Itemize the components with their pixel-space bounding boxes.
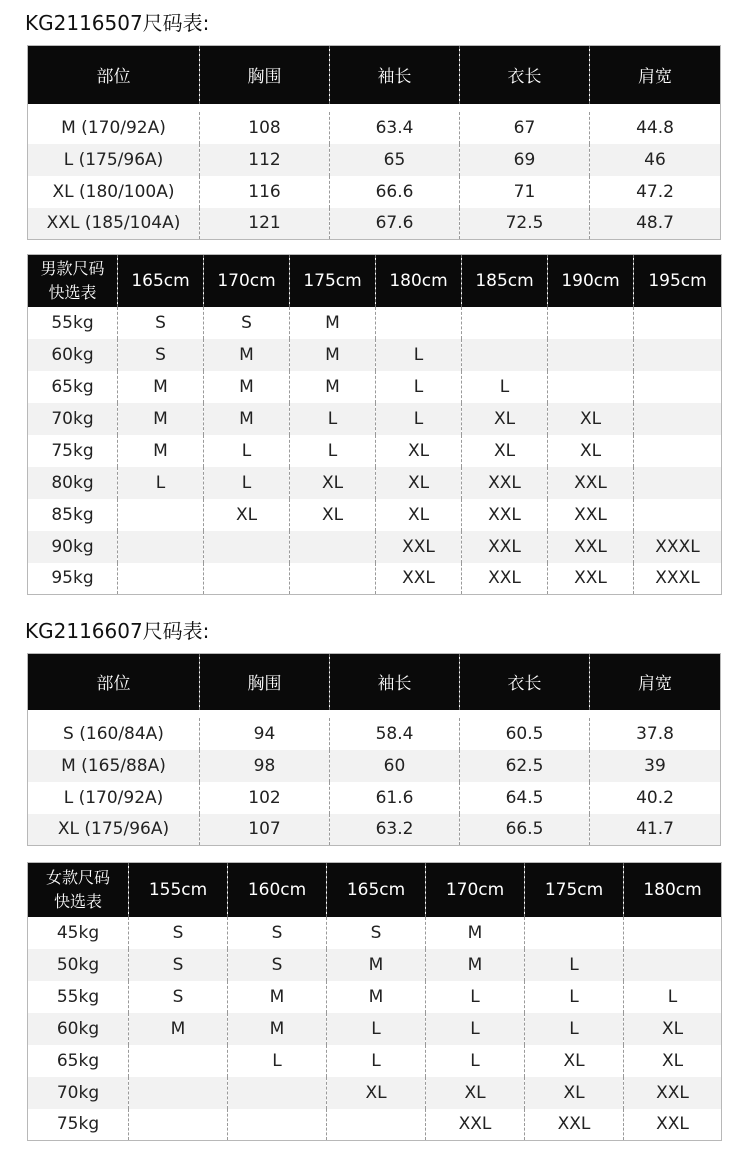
height-column-header: 175cm: [290, 255, 376, 307]
size-cell: [118, 499, 204, 531]
measurement-cell: 66.5: [460, 814, 590, 846]
table-row: [28, 339, 722, 371]
table-row: [28, 981, 722, 1013]
size-cell: [462, 307, 548, 339]
measurement-column-header: 肩宽: [590, 654, 721, 710]
mens-quick-size-table: [27, 254, 722, 595]
height-column-header: 185cm: [462, 255, 548, 307]
size-cell: M: [426, 917, 525, 949]
table-row: [28, 467, 722, 499]
size-cell: L: [426, 1045, 525, 1077]
weight-cell: 75kg: [28, 1109, 129, 1141]
measurement-cell: 67.6: [330, 208, 460, 240]
size-cell: M: [228, 981, 327, 1013]
measurement-cell: 112: [200, 144, 330, 176]
spec-table-kg2116607: [27, 653, 721, 846]
size-cell: S: [228, 917, 327, 949]
size-cell: L: [204, 467, 290, 499]
measurement-column-header: 衣长: [460, 654, 590, 710]
size-cell: S: [129, 981, 228, 1013]
measurement-column-header: 胸围: [200, 654, 330, 710]
table-row: [28, 144, 721, 176]
size-cell: S: [327, 917, 426, 949]
table-header-row: [28, 654, 721, 710]
size-cell: XXL: [525, 1109, 624, 1141]
size-cell: M: [228, 1013, 327, 1045]
size-cell: L: [327, 1013, 426, 1045]
size-cell: M: [327, 981, 426, 1013]
table-row: [28, 814, 721, 846]
size-cell: M: [118, 371, 204, 403]
size-cell: M: [290, 339, 376, 371]
size-cell: XL: [204, 499, 290, 531]
size-cell: XXL: [462, 467, 548, 499]
measurement-cell: 48.7: [590, 208, 721, 240]
height-column-header: 170cm: [426, 863, 525, 917]
size-cell: XXL: [376, 531, 462, 563]
size-cell: M: [118, 403, 204, 435]
size-cell: M: [204, 339, 290, 371]
size-cell: XXL: [462, 499, 548, 531]
size-cell: XL: [290, 499, 376, 531]
weight-cell: 50kg: [28, 949, 129, 981]
size-cell: XL: [624, 1013, 722, 1045]
weight-cell: 65kg: [28, 1045, 129, 1077]
measurement-cell: 60: [330, 750, 460, 782]
table-row: [28, 499, 722, 531]
size-cell: L: [228, 1045, 327, 1077]
size-cell: [634, 499, 722, 531]
size-cell: L: [376, 371, 462, 403]
size-cell: [118, 531, 204, 563]
measurement-cell: 94: [200, 718, 330, 750]
size-cell: XL: [525, 1077, 624, 1109]
size-cell: XL: [462, 435, 548, 467]
measurement-cell: 44.8: [590, 112, 721, 144]
weight-cell: 70kg: [28, 1077, 129, 1109]
measurement-cell: 98: [200, 750, 330, 782]
size-cell: S: [129, 917, 228, 949]
measurement-cell: 62.5: [460, 750, 590, 782]
table-row: [28, 1045, 722, 1077]
size-cell: XXXL: [634, 563, 722, 595]
size-cell: XXL: [548, 499, 634, 531]
table-row: [28, 112, 721, 144]
measurement-cell: 60.5: [460, 718, 590, 750]
height-column-header: 180cm: [376, 255, 462, 307]
size-cell: XXL: [376, 563, 462, 595]
quick-table-corner-label: [28, 863, 129, 917]
size-cell: XXL: [462, 531, 548, 563]
size-cell: [634, 403, 722, 435]
size-cell: XL: [327, 1077, 426, 1109]
size-cell: XXL (185/104A): [28, 208, 200, 240]
measurement-cell: 107: [200, 814, 330, 846]
size-cell: XXXL: [634, 531, 722, 563]
measurement-cell: 66.6: [330, 176, 460, 208]
size-cell: L: [290, 435, 376, 467]
quick-table-corner-label: [28, 255, 118, 307]
size-chart-title-1: KG2116507尺码表:: [25, 11, 210, 35]
measurement-column-header: 衣长: [460, 46, 590, 104]
size-cell: L: [426, 1013, 525, 1045]
measurement-cell: 40.2: [590, 782, 721, 814]
size-cell: L (170/92A): [28, 782, 200, 814]
measurement-cell: 64.5: [460, 782, 590, 814]
corner-label-line: 快选表: [53, 891, 102, 911]
table-row: [28, 1013, 722, 1045]
size-cell: [129, 1109, 228, 1141]
size-cell: [548, 371, 634, 403]
table-header-row: [28, 255, 722, 307]
measurement-cell: 65: [330, 144, 460, 176]
size-cell: L: [462, 371, 548, 403]
size-cell: L: [525, 949, 624, 981]
size-cell: L: [376, 339, 462, 371]
size-cell: XL: [376, 499, 462, 531]
header-gap: [28, 710, 721, 718]
size-chart-title-2: KG2116607尺码表:: [25, 619, 210, 643]
height-column-header: 175cm: [525, 863, 624, 917]
size-cell: XXL: [624, 1077, 722, 1109]
size-cell: L: [525, 981, 624, 1013]
table-row: [28, 531, 722, 563]
corner-label-line: 女款尺码: [45, 867, 110, 887]
measurement-cell: 69: [460, 144, 590, 176]
size-cell: XL (175/96A): [28, 814, 200, 846]
weight-cell: 75kg: [28, 435, 118, 467]
size-cell: XL: [624, 1045, 722, 1077]
measurement-cell: 47.2: [590, 176, 721, 208]
size-cell: [548, 307, 634, 339]
size-cell: L (175/96A): [28, 144, 200, 176]
table-row: [28, 208, 721, 240]
size-cell: XXL: [624, 1109, 722, 1141]
table-row: [28, 782, 721, 814]
weight-cell: 55kg: [28, 307, 118, 339]
size-cell: M: [290, 307, 376, 339]
size-cell: [290, 563, 376, 595]
weight-cell: 60kg: [28, 1013, 129, 1045]
measurement-column-header: 部位: [28, 46, 200, 104]
spec-table-kg2116507: [27, 45, 721, 240]
womens-quick-size-table: [27, 862, 722, 1141]
weight-cell: 45kg: [28, 917, 129, 949]
measurement-column-header: 肩宽: [590, 46, 721, 104]
size-cell: [129, 1045, 228, 1077]
size-cell: XXL: [426, 1109, 525, 1141]
size-cell: XL: [376, 467, 462, 499]
size-cell: XL: [426, 1077, 525, 1109]
size-cell: [634, 307, 722, 339]
table-row: [28, 563, 722, 595]
size-cell: XL: [525, 1045, 624, 1077]
size-cell: [228, 1077, 327, 1109]
measurement-cell: 108: [200, 112, 330, 144]
size-cell: M: [327, 949, 426, 981]
size-cell: [624, 917, 722, 949]
size-cell: [634, 339, 722, 371]
measurement-cell: 37.8: [590, 718, 721, 750]
size-cell: [129, 1077, 228, 1109]
measurement-column-header: 部位: [28, 654, 200, 710]
size-cell: [290, 531, 376, 563]
weight-cell: 70kg: [28, 403, 118, 435]
size-cell: S (160/84A): [28, 718, 200, 750]
size-cell: S: [228, 949, 327, 981]
table-row: [28, 403, 722, 435]
height-column-header: 195cm: [634, 255, 722, 307]
measurement-cell: 116: [200, 176, 330, 208]
size-cell: [624, 949, 722, 981]
height-column-header: 180cm: [624, 863, 722, 917]
size-cell: [228, 1109, 327, 1141]
size-cell: XXL: [548, 467, 634, 499]
table-row: [28, 718, 721, 750]
size-cell: [525, 917, 624, 949]
weight-cell: 95kg: [28, 563, 118, 595]
size-cell: S: [204, 307, 290, 339]
height-column-header: 165cm: [118, 255, 204, 307]
size-cell: [634, 371, 722, 403]
size-cell: [327, 1109, 426, 1141]
measurement-cell: 39: [590, 750, 721, 782]
weight-cell: 85kg: [28, 499, 118, 531]
table-row: [28, 917, 722, 949]
size-cell: XL: [376, 435, 462, 467]
size-cell: S: [129, 949, 228, 981]
measurement-cell: 41.7: [590, 814, 721, 846]
size-cell: XXL: [462, 563, 548, 595]
header-gap: [28, 104, 721, 112]
measurement-column-header: 袖长: [330, 654, 460, 710]
height-column-header: 160cm: [228, 863, 327, 917]
size-cell: XXL: [548, 531, 634, 563]
measurement-cell: 58.4: [330, 718, 460, 750]
size-cell: XL: [548, 403, 634, 435]
size-cell: M: [426, 949, 525, 981]
table-row: [28, 1109, 722, 1141]
size-cell: [634, 467, 722, 499]
weight-cell: 55kg: [28, 981, 129, 1013]
size-cell: [634, 435, 722, 467]
measurement-column-header: 袖长: [330, 46, 460, 104]
size-cell: XXL: [548, 563, 634, 595]
size-cell: L: [624, 981, 722, 1013]
height-column-header: 165cm: [327, 863, 426, 917]
measurement-cell: 46: [590, 144, 721, 176]
table-row: [28, 949, 722, 981]
measurement-cell: 72.5: [460, 208, 590, 240]
size-cell: [118, 563, 204, 595]
size-cell: XL: [462, 403, 548, 435]
table-row: [28, 1077, 722, 1109]
table-header-row: [28, 46, 721, 104]
measurement-cell: 61.6: [330, 782, 460, 814]
size-cell: M: [118, 435, 204, 467]
measurement-cell: 121: [200, 208, 330, 240]
size-cell: L: [118, 467, 204, 499]
size-cell: S: [118, 339, 204, 371]
size-cell: M: [204, 371, 290, 403]
size-cell: XL: [548, 435, 634, 467]
corner-label-line: 男款尺码: [40, 258, 105, 278]
size-cell: [376, 307, 462, 339]
weight-cell: 60kg: [28, 339, 118, 371]
height-column-header: 155cm: [129, 863, 228, 917]
size-cell: [204, 563, 290, 595]
size-cell: M: [204, 403, 290, 435]
weight-cell: 90kg: [28, 531, 118, 563]
size-cell: S: [118, 307, 204, 339]
height-column-header: 170cm: [204, 255, 290, 307]
measurement-cell: 71: [460, 176, 590, 208]
size-cell: M: [129, 1013, 228, 1045]
measurement-cell: 102: [200, 782, 330, 814]
size-cell: [204, 531, 290, 563]
table-row: [28, 176, 721, 208]
size-cell: [548, 339, 634, 371]
height-column-header: 190cm: [548, 255, 634, 307]
size-cell: M (170/92A): [28, 112, 200, 144]
size-cell: [462, 339, 548, 371]
size-cell: L: [426, 981, 525, 1013]
weight-cell: 65kg: [28, 371, 118, 403]
size-cell: L: [376, 403, 462, 435]
size-cell: L: [204, 435, 290, 467]
size-cell: M: [290, 371, 376, 403]
measurement-cell: 63.2: [330, 814, 460, 846]
measurement-cell: 63.4: [330, 112, 460, 144]
measurement-column-header: 胸围: [200, 46, 330, 104]
table-row: [28, 371, 722, 403]
size-cell: L: [290, 403, 376, 435]
size-cell: L: [525, 1013, 624, 1045]
weight-cell: 80kg: [28, 467, 118, 499]
table-header-row: [28, 863, 722, 917]
size-cell: L: [327, 1045, 426, 1077]
table-row: [28, 435, 722, 467]
table-row: [28, 750, 721, 782]
measurement-cell: 67: [460, 112, 590, 144]
size-cell: M (165/88A): [28, 750, 200, 782]
corner-label-line: 快选表: [48, 282, 97, 302]
size-cell: XL: [290, 467, 376, 499]
table-row: [28, 307, 722, 339]
size-cell: XL (180/100A): [28, 176, 200, 208]
